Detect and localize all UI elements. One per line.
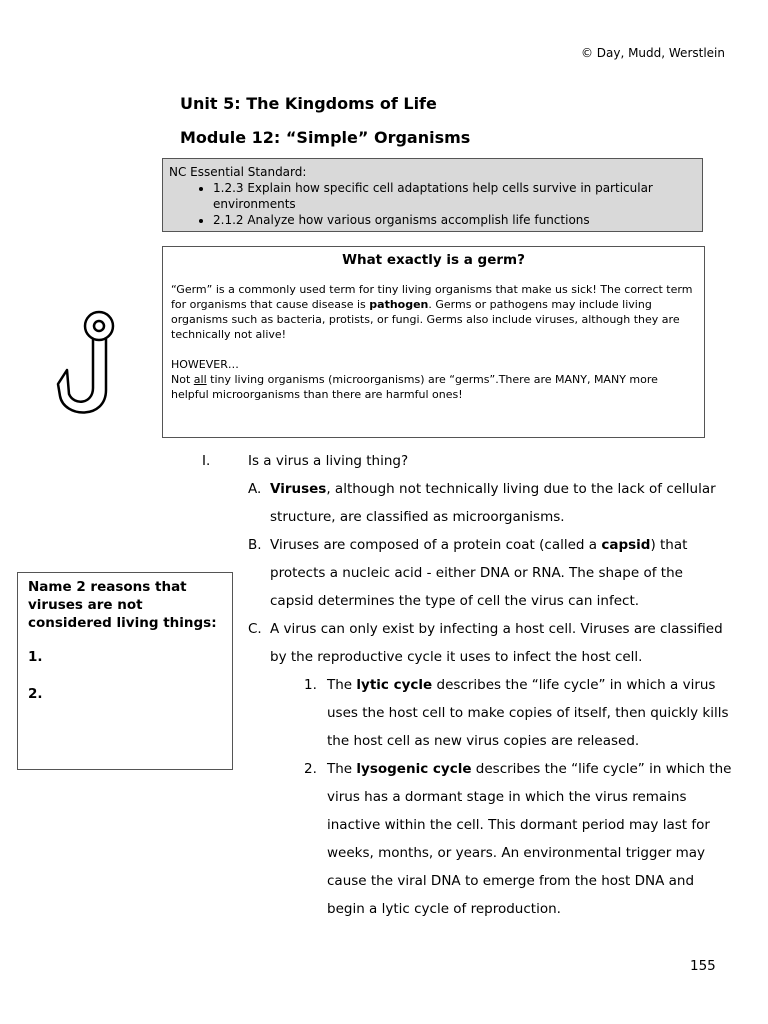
however-label: HOWEVER… bbox=[171, 358, 239, 371]
outline-label-c: C. bbox=[248, 621, 262, 637]
unit-title: Unit 5: The Kingdoms of Life bbox=[180, 94, 437, 113]
roman-numeral: I. bbox=[202, 453, 211, 469]
outline-label-a: A. bbox=[248, 481, 262, 497]
module-title: Module 12: “Simple” Organisms bbox=[180, 128, 471, 147]
outline-1-line: uses the host cell to make copies of itself, then quickly kills bbox=[327, 705, 729, 721]
pathogen-term: pathogen bbox=[369, 298, 429, 311]
outline-c-line: by the reproductive cycle it uses to infect the host cell. bbox=[270, 649, 643, 665]
outline-2-line: The lysogenic cycle describes the “life cycle” in which the bbox=[327, 761, 732, 777]
outline-2-line: cause the viral DNA to emerge from the host DNA and bbox=[327, 873, 695, 889]
outline-label-b: B. bbox=[248, 537, 262, 553]
question-prompt: Name 2 reasons that viruses are not considered living things: bbox=[28, 579, 217, 631]
standards-list bbox=[169, 180, 696, 228]
outline-heading: Is a virus a living thing? bbox=[248, 453, 409, 469]
germ-info-box bbox=[162, 246, 705, 438]
outline-a-line: structure, are classified as microorganisms. bbox=[270, 509, 565, 525]
outline-2-line: inactive within the cell. This dormant period may last for bbox=[327, 817, 710, 833]
outline-a-line: Viruses, although not technically living due to the lack of cellular bbox=[270, 481, 716, 497]
outline-label-2: 2. bbox=[304, 761, 317, 777]
hook-icon bbox=[50, 308, 122, 418]
outline-b-line: capsid determines the type of cell the virus can infect. bbox=[270, 593, 640, 609]
answer-line-2: 2. bbox=[28, 686, 43, 702]
outline-c-line: A virus can only exist by infecting a host cell. Viruses are classified bbox=[270, 621, 723, 637]
outline-b-line: Viruses are composed of a protein coat (called a capsid) that bbox=[270, 537, 688, 553]
helpful-microorganisms-paragraph: Not all tiny living organisms (microorganisms) are “germs”.There are MANY, MANY more helpful microorganisms than there are harmful ones! bbox=[171, 373, 658, 401]
outline-b-line: protects a nucleic acid - either DNA or RNA. The shape of the bbox=[270, 565, 683, 581]
outline-2-line: begin a lytic cycle of reproduction. bbox=[327, 901, 561, 917]
standard-item: • 2.1.2 Analyze how various organisms accomplish life functions bbox=[213, 212, 696, 228]
germ-box-title: What exactly is a germ? bbox=[342, 252, 525, 268]
copyright-notice: © Day, Mudd, Werstlein bbox=[580, 46, 725, 60]
standards-box bbox=[162, 158, 703, 232]
standard-item: • 1.2.3 Explain how specific cell adaptations help cells survive in particular environments bbox=[213, 180, 696, 212]
outline-1-line: the host cell as new virus copies are released. bbox=[327, 733, 640, 749]
standards-heading: NC Essential Standard: bbox=[169, 165, 307, 179]
germ-definition-paragraph: “Germ” is a commonly used term for tiny living organisms that make us sick! The correct term for organisms that cause disease is pathogen. Germs or pathogens may include living organisms such as bacteria, protists, or fungi. Germs also include viruses, although they are technically not alive! bbox=[171, 283, 693, 341]
outline-label-1: 1. bbox=[304, 677, 317, 693]
page-number: 155 bbox=[690, 958, 716, 974]
outline-1-line: The lytic cycle describes the “life cycle” in which a virus bbox=[327, 677, 716, 693]
question-box bbox=[17, 572, 233, 770]
outline-2-line: weeks, months, or years. An environmental trigger may bbox=[327, 845, 706, 861]
outline-2-line: virus has a dormant stage in which the virus remains bbox=[327, 789, 687, 805]
answer-line-1: 1. bbox=[28, 649, 43, 665]
